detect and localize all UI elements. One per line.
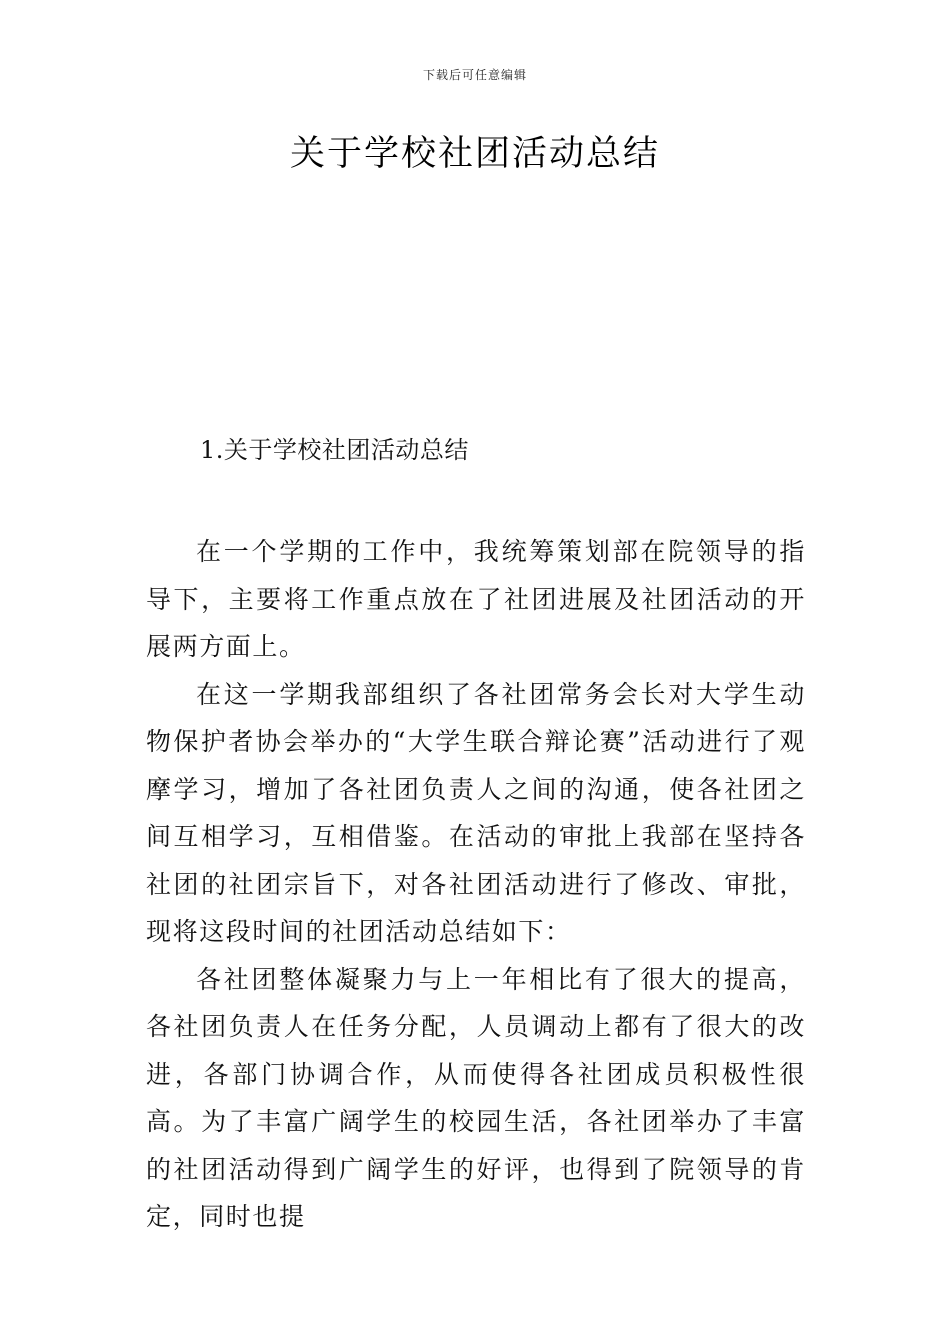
- paragraph: 在一个学期的工作中，我统筹策划部在院领导的指导下，主要将工作重点放在了社团进展及社团活动的开展两方面上。: [146, 537, 806, 661]
- header-note: 下载后可任意编辑: [422, 68, 527, 82]
- document-title: 关于学校社团活动总结: [289, 134, 660, 174]
- paragraph: 各社团整体凝聚力与上一年相比有了很大的提高，各社团负责人在任务分配，人员调动上都有了很大的改进，各部门协调合作，从而使得各社团成员积极性很高。为了丰富广阔学生的校园生活，各社团举办了丰富的社团活动得到广阔学生的好评，也得到了院领导的肯定，同时也提: [146, 964, 806, 1231]
- paragraph: 在这一学期我部组织了各社团常务会长对大学生动物保护者协会举办的“大学生联合辩论赛”活动进行了观摩学习，增加了各社团负责人之间的沟通，使各社团之间互相学习，互相借鉴。在活动的审批上我部在坚持各社团的社团宗旨下，对各社团活动进行了修改、审批，现将这段时间的社团活动总结如下：: [146, 679, 806, 946]
- body-text: [146, 528, 806, 1241]
- section-heading: 1.关于学校社团活动总结: [200, 436, 469, 464]
